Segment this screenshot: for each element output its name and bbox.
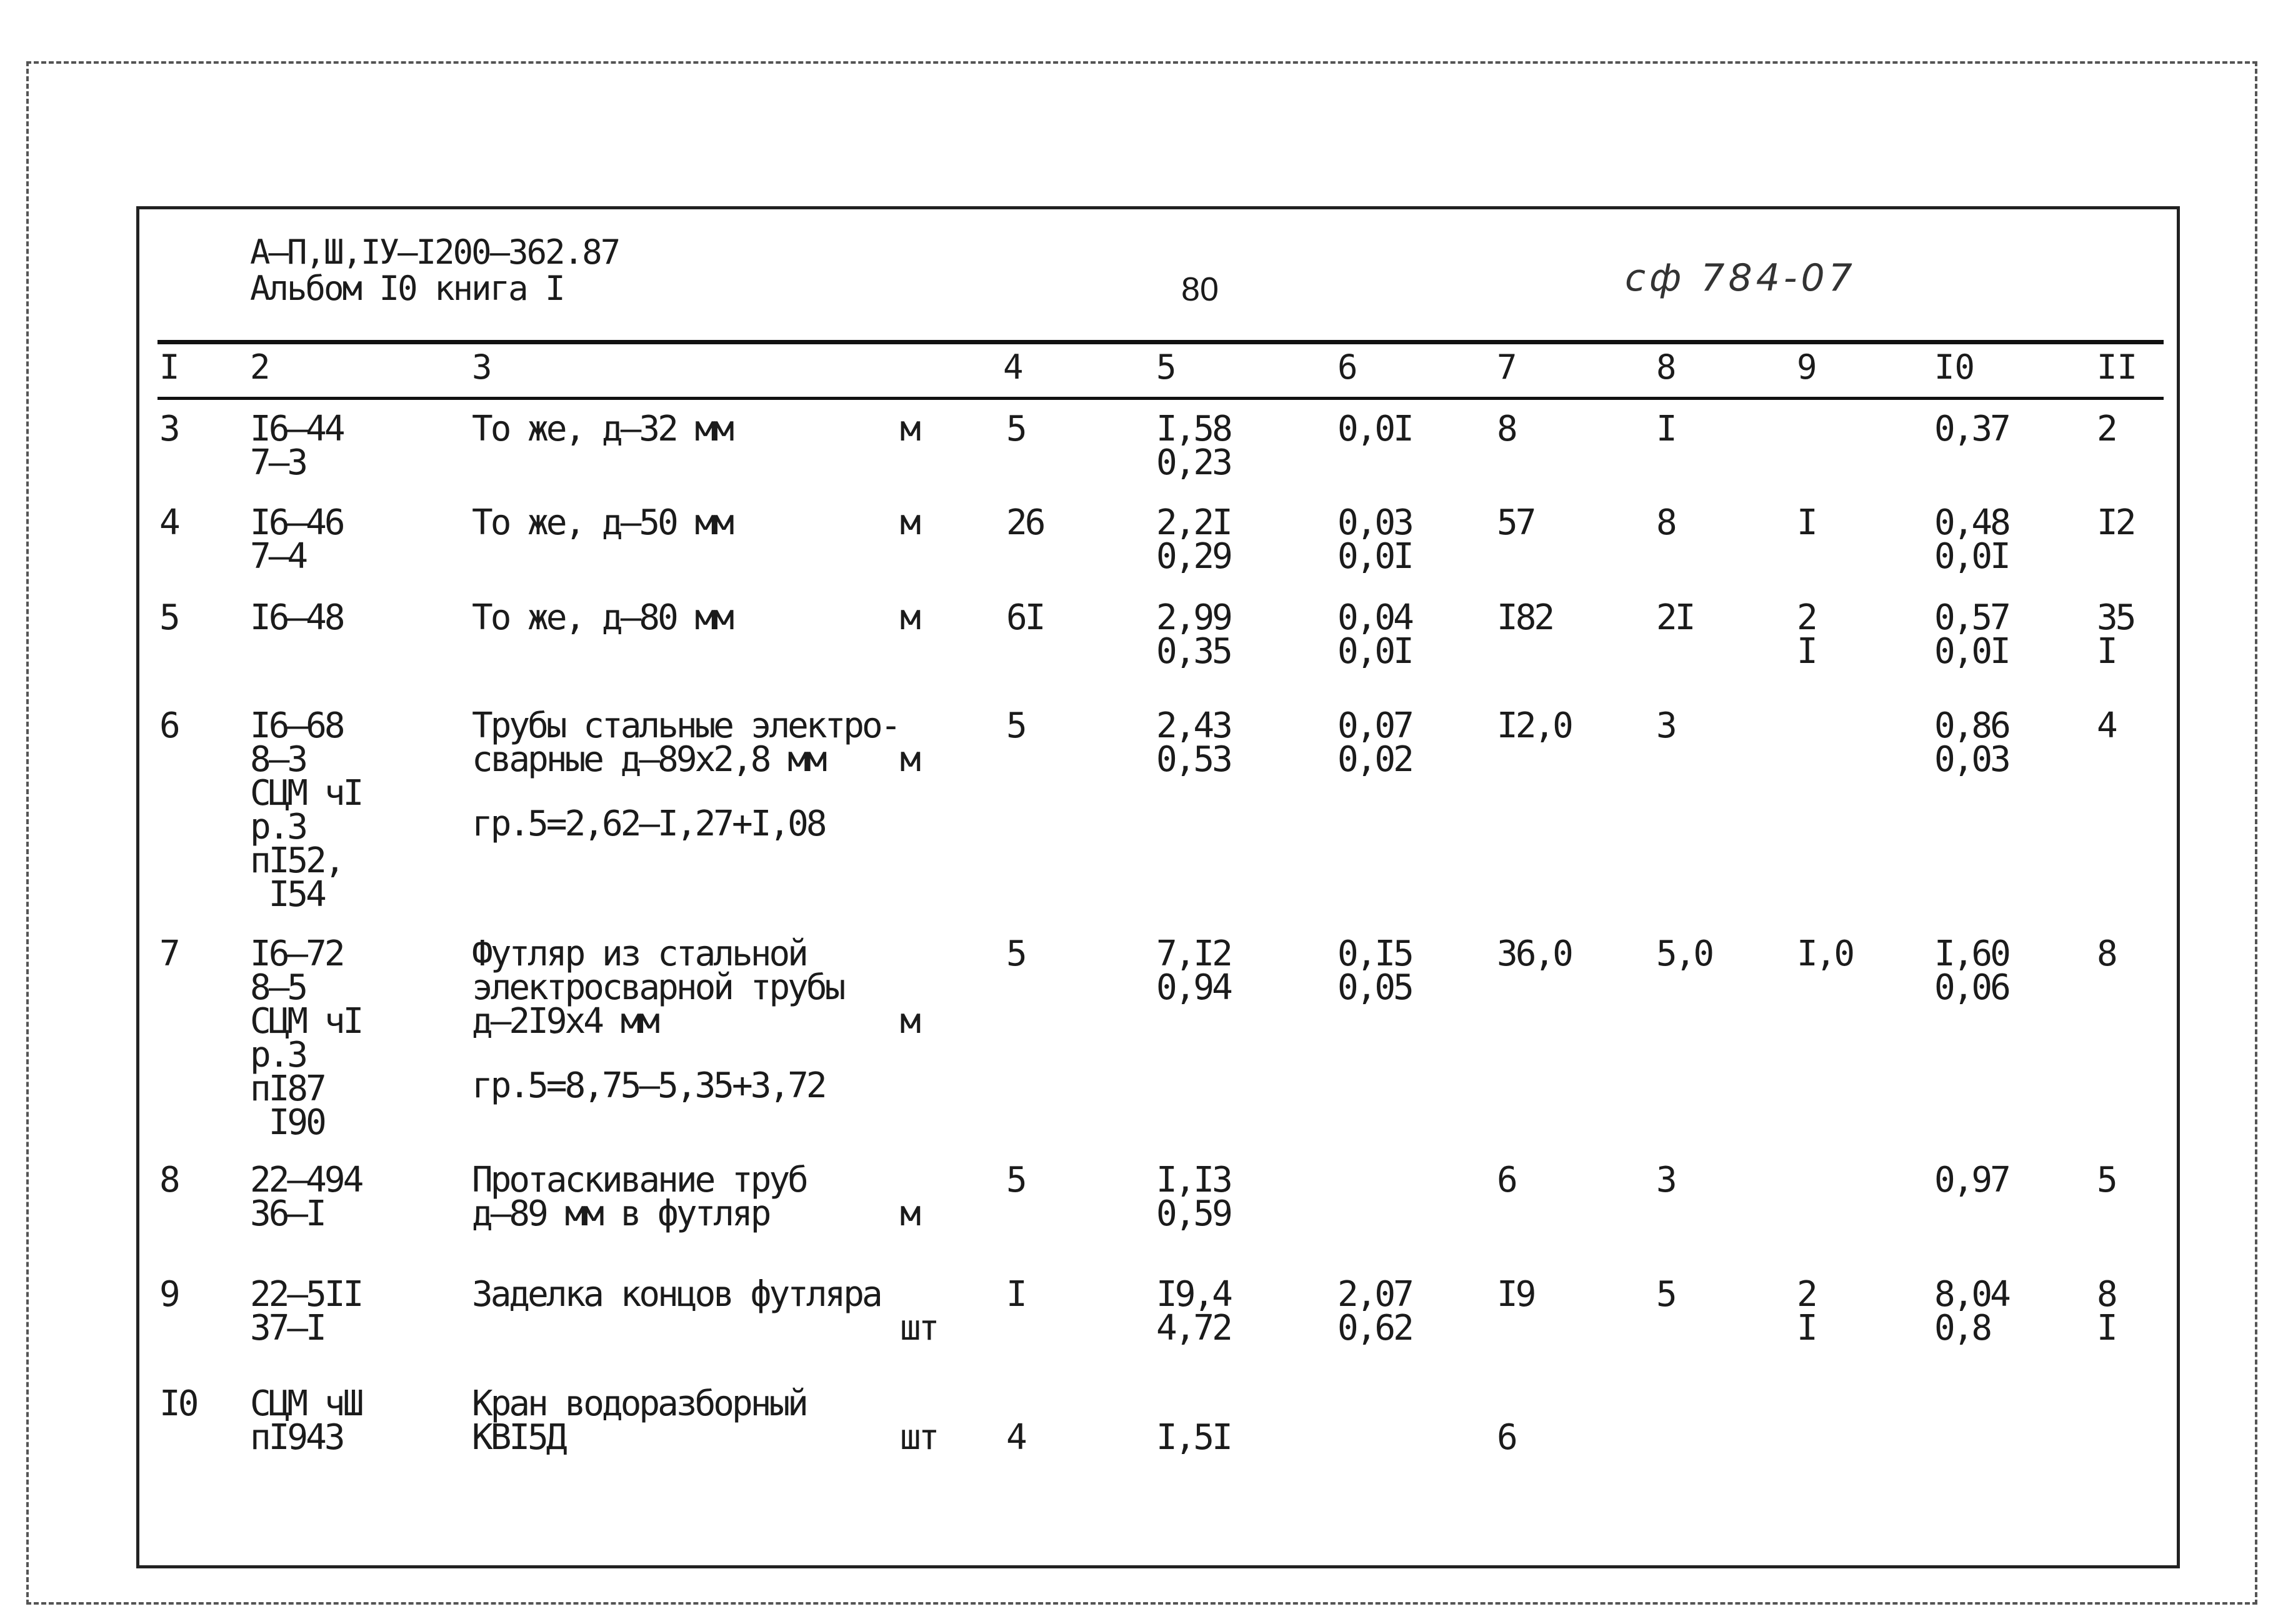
rate-code: СЦМ чШ пI943 xyxy=(250,1383,362,1458)
column-6-value: 2,07 0,62 xyxy=(1337,1274,1412,1348)
column-6-value: 0,0I xyxy=(1337,409,1412,449)
unit-of-measure: м xyxy=(900,1193,919,1234)
work-description: Протаскивание труб д–89 мм в футляр xyxy=(472,1160,806,1234)
column-7-value: 36,0 xyxy=(1497,934,1571,974)
rate-code: 22–494 36–I xyxy=(250,1160,362,1234)
quantity: 4 xyxy=(1006,1417,1025,1458)
rate-code: I6–48 xyxy=(250,597,343,638)
column-5-value: 2,43 0,53 xyxy=(1156,705,1231,780)
unit-of-measure: шт xyxy=(900,1308,937,1348)
column-header-11: II xyxy=(2097,347,2138,387)
rate-code: I6–72 8–5 СЦМ чI р.3 пI87 I90 xyxy=(250,934,362,1143)
quantity: I xyxy=(1006,1274,1025,1315)
column-8-value: 3 xyxy=(1656,1160,1675,1200)
document-code: А–П,Ш,ІУ–І200–362.87 xyxy=(250,232,619,272)
column-6-value: 0,07 0,02 xyxy=(1337,705,1412,780)
column-header-7: 7 xyxy=(1497,347,1517,387)
column-8-value: 5,0 xyxy=(1656,934,1712,974)
column-header-10: І0 xyxy=(1934,347,1976,387)
column-6-value: 0,І5 0,05 xyxy=(1337,934,1412,1008)
column-11-value: 35 I xyxy=(2097,597,2134,672)
column-header-1: I xyxy=(159,347,180,387)
row-number: 6 xyxy=(159,705,178,746)
column-9-value: 2 I xyxy=(1797,1274,1816,1348)
column-9-value: I xyxy=(1797,502,1816,543)
column-11-value: 2 xyxy=(2097,409,2116,449)
unit-of-measure: м xyxy=(900,739,919,780)
column-9-value: I,0 xyxy=(1797,934,1853,974)
column-8-value: 5 xyxy=(1656,1274,1675,1315)
column-10-value: 8,04 0,8 xyxy=(1934,1274,2009,1348)
quantity: 5 xyxy=(1006,1160,1025,1200)
column-7-value: 6 xyxy=(1497,1160,1516,1200)
header-top-rule xyxy=(157,340,2164,344)
rate-code: 22–5II 37–I xyxy=(250,1274,362,1348)
page-number: 80 xyxy=(1181,271,1219,308)
row-number: 7 xyxy=(159,934,178,974)
column-5-value: I,58 0,23 xyxy=(1156,409,1231,483)
column-header-6: 6 xyxy=(1337,347,1358,387)
column-header-4: 4 xyxy=(1003,347,1024,387)
row-number: 8 xyxy=(159,1160,178,1200)
quantity: 6I xyxy=(1006,597,1044,638)
rate-code: I6–44 7–3 xyxy=(250,409,343,483)
column-7-value: I82 xyxy=(1497,597,1553,638)
column-6-value: 0,03 0,0I xyxy=(1337,502,1412,577)
album-label: Альбом І0 книга I xyxy=(250,269,564,308)
unit-of-measure: м xyxy=(900,1001,919,1042)
column-5-value: I,I3 0,59 xyxy=(1156,1160,1231,1234)
column-10-value: 0,48 0,0I xyxy=(1934,502,2009,577)
work-description: Трубы стальные электро- сварные д–89х2,8 мм xyxy=(472,705,899,780)
column-9-value: 2 I xyxy=(1797,597,1816,672)
work-description: То же, д–32 мм xyxy=(472,409,732,449)
column-7-value: 8 xyxy=(1497,409,1516,449)
column-5-value: 7,І2 0,94 xyxy=(1156,934,1231,1008)
column-7-value: 57 xyxy=(1497,502,1534,543)
column-5-value: I,5I xyxy=(1156,1417,1231,1458)
column-header-8: 8 xyxy=(1656,347,1677,387)
rate-code: I6–68 8–3 СЦМ чI р.3 пI52, I54 xyxy=(250,705,362,915)
column-6-value: 0,04 0,0I xyxy=(1337,597,1412,672)
quantity: 26 xyxy=(1006,502,1044,543)
unit-of-measure: м xyxy=(900,502,919,543)
header-bottom-rule xyxy=(157,397,2164,400)
column-10-value: 0,86 0,03 xyxy=(1934,705,2009,780)
column-11-value: 8 I xyxy=(2097,1274,2116,1348)
column-11-value: 4 xyxy=(2097,705,2116,746)
row-number: 4 xyxy=(159,502,178,543)
column-10-value: 0,57 0,0I xyxy=(1934,597,2009,672)
quantity: 5 xyxy=(1006,705,1025,746)
work-description: То же, д–80 мм xyxy=(472,597,732,638)
column-5-value: 2,2I 0,29 xyxy=(1156,502,1231,577)
column-7-value: 6 xyxy=(1497,1417,1516,1458)
unit-of-measure: шт xyxy=(900,1417,937,1458)
column-11-value: 5 xyxy=(2097,1160,2116,1200)
work-description: Кран водоразборный КВI5Д xyxy=(472,1383,806,1458)
column-11-value: І2 xyxy=(2097,502,2134,543)
column-header-3: 3 xyxy=(472,347,492,387)
row-number: 5 xyxy=(159,597,178,638)
row-number: І0 xyxy=(159,1383,197,1424)
work-description: То же, д–50 мм xyxy=(472,502,732,543)
column-header-9: 9 xyxy=(1797,347,1817,387)
work-description: Футляр из стальной электросварной трубы д–2I9х4 мм xyxy=(472,934,844,1042)
handwritten-stamp: сф 784-07 xyxy=(1625,256,1856,300)
column-7-value: I9 xyxy=(1497,1274,1534,1315)
work-description: Заделка концов футляра xyxy=(472,1274,881,1315)
column-10-value: 0,97 xyxy=(1934,1160,2009,1200)
cost-formula: гр.5=2,62–I,27+I,08 xyxy=(472,803,825,844)
quantity: 5 xyxy=(1006,934,1025,974)
column-header-2: 2 xyxy=(250,347,271,387)
column-10-value: I,60 0,06 xyxy=(1934,934,2009,1008)
column-8-value: 8 xyxy=(1656,502,1675,543)
column-5-value: I9,4 4,72 xyxy=(1156,1274,1231,1348)
unit-of-measure: м xyxy=(900,597,919,638)
column-7-value: І2,0 xyxy=(1497,705,1571,746)
column-8-value: 3 xyxy=(1656,705,1675,746)
row-number: 9 xyxy=(159,1274,178,1315)
column-8-value: I xyxy=(1656,409,1675,449)
column-10-value: 0,37 xyxy=(1934,409,2009,449)
unit-of-measure: м xyxy=(900,409,919,449)
column-header-5: 5 xyxy=(1156,347,1177,387)
rate-code: I6–46 7–4 xyxy=(250,502,343,577)
column-11-value: 8 xyxy=(2097,934,2116,974)
column-8-value: 2I xyxy=(1656,597,1694,638)
cost-formula: гр.5=8,75–5,35+3,72 xyxy=(472,1065,825,1106)
column-5-value: 2,99 0,35 xyxy=(1156,597,1231,672)
row-number: 3 xyxy=(159,409,178,449)
quantity: 5 xyxy=(1006,409,1025,449)
